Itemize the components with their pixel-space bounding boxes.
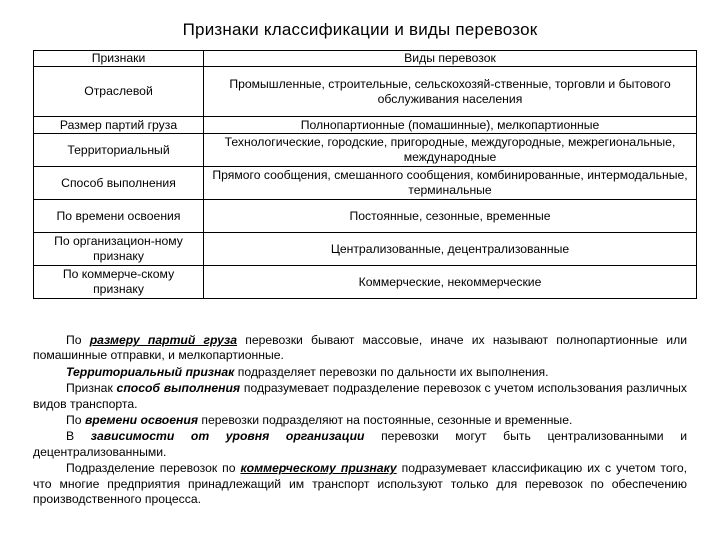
paragraph-emphasis: зависимости от уровня организации <box>90 429 365 444</box>
page-title: Признаки классификации и виды перевозок <box>182 20 538 39</box>
paragraph-text: подразумевает классификацию их с учетом того, что многие предприятия принадлежащий им транспорт используют только для перевозок по обеспечению производственного процесса. <box>33 461 687 507</box>
paragraph-text: подразумевает подразделение перевозок с учетом использования различных видов транспорта. <box>33 381 688 411</box>
paragraph-text: перевозки подразделяют на постоянные, сезонные и временные. <box>198 413 573 428</box>
paragraph <box>33 413 687 428</box>
paragraph-text: В <box>66 429 91 444</box>
types-cell: Коммерческие, некоммерческие <box>204 266 697 299</box>
paragraph-text: По <box>66 333 90 347</box>
column-header-features: Признаки <box>34 51 204 67</box>
paragraph-text: По <box>66 413 85 428</box>
paragraph-emphasis: способ выполнения <box>116 381 241 396</box>
feature-cell: По организацион-ному признаку <box>34 233 204 266</box>
column-header-types: Виды перевозок <box>204 51 697 67</box>
paragraph <box>33 429 687 460</box>
feature-cell: По коммерче-скому признаку <box>34 266 204 299</box>
feature-cell: По времени освоения <box>34 200 204 233</box>
feature-cell: Отраслевой <box>34 67 204 117</box>
paragraph <box>33 381 687 412</box>
feature-cell: Территориальный <box>34 134 204 167</box>
paragraph-emphasis: размеру партий груза <box>89 333 238 347</box>
types-cell: Централизованные, децентрализованные <box>204 233 697 266</box>
paragraph-text: перевозки могут быть централизованными и децентрализованными. <box>33 429 687 459</box>
paragraph-emphasis: времени освоения <box>84 413 198 428</box>
classification-table <box>33 50 697 299</box>
feature-cell: Способ выполнения <box>34 167 204 200</box>
table-row <box>34 167 697 200</box>
types-cell: Промышленные, строительные, сельскохозяй-ственные, торговли и бытового обслуживания населения <box>204 67 697 117</box>
paragraph <box>33 365 687 380</box>
table-row <box>34 266 697 299</box>
table-row <box>34 117 697 134</box>
types-cell: Прямого сообщения, смешанного сообщения, комбинированные, интермодальные, терминальные <box>204 167 697 200</box>
table-row <box>34 200 697 233</box>
paragraph <box>33 461 687 507</box>
table-header-row <box>34 51 697 67</box>
table-row <box>34 67 697 117</box>
types-cell: Постоянные, сезонные, временные <box>204 200 697 233</box>
paragraph-text: Признак <box>66 381 117 396</box>
paragraph-text: подразделяет перевозки по дальности их выполнения. <box>234 364 549 379</box>
paragraph-emphasis: Территориальный признак <box>66 364 235 379</box>
table-row <box>34 134 697 167</box>
paragraph <box>33 333 687 364</box>
paragraph-emphasis: коммерческому признаку <box>240 461 397 476</box>
types-cell: Технологические, городские, пригородные, междугородные, межрегиональные, международные <box>204 134 697 167</box>
body-text <box>33 333 687 508</box>
feature-cell: Размер партий груза <box>34 117 204 134</box>
table-row <box>34 233 697 266</box>
paragraph-text: Подразделение перевозок по <box>66 461 241 476</box>
types-cell: Полнопартионные (помашинные), мелкопартионные <box>204 117 697 134</box>
paragraph-text: перевозки бывают массовые, иначе их называют полнопартионные или помашинные отправки, и мелкопартионные. <box>33 333 687 363</box>
